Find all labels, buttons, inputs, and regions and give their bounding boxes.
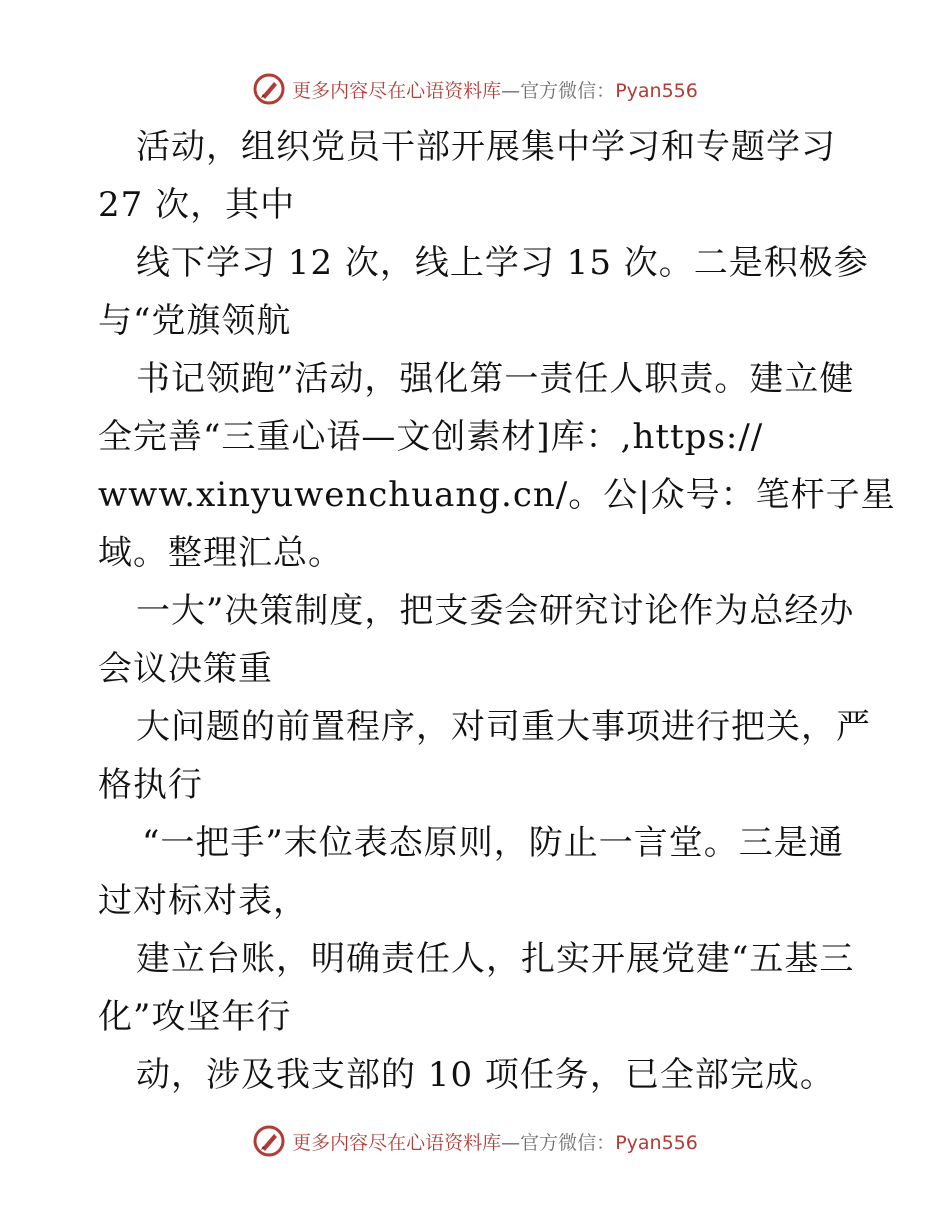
body-line: 化”攻坚年行: [98, 997, 292, 1037]
watermark-official: 官方微信：: [520, 1131, 616, 1154]
watermark-text: 更多内容尽在心语资料库: [292, 79, 502, 102]
body-line: 书记领跑”活动，强化第一责任人职责。建立健: [136, 359, 855, 399]
header-watermark: [0, 72, 950, 106]
watermark-dash: —: [501, 79, 521, 102]
watermark-text: 更多内容尽在心语资料库: [292, 1131, 502, 1154]
body-line: 会议决策重: [98, 649, 273, 689]
body-line: 域。整理汇总。: [98, 533, 343, 573]
watermark-dash: —: [501, 1131, 521, 1154]
body-line: 活动，组织党员干部开展集中学习和专题学习: [136, 127, 836, 167]
body-line: “一把手”末位表态原则，防止一言堂。三是通: [142, 823, 844, 863]
body-line: www.xinyuwenchuang.cn/。公|众号：笔杆子星: [98, 475, 896, 515]
body-line: 过对标对表，: [98, 881, 308, 921]
body-line: 线下学习 12 次，线上学习 15 次。二是积极参: [136, 243, 869, 283]
body-line: 一大”决策制度，把支委会研究讨论作为总经办: [136, 591, 855, 631]
body-line: 27 次，其中: [98, 185, 296, 225]
pen-logo-icon: [252, 72, 286, 106]
pen-logo-icon: [252, 1124, 286, 1158]
watermark-id: Pyan556: [615, 1131, 698, 1154]
document-body: [98, 118, 896, 1104]
body-line: 建立台账，明确责任人，扎实开展党建“五基三: [136, 939, 855, 979]
watermark-official: 官方微信：: [520, 79, 616, 102]
body-line: 全完善“三重心语—文创素材]库：,https://: [98, 417, 764, 457]
body-line: 与“党旗领航: [98, 301, 292, 341]
watermark-id: Pyan556: [615, 79, 698, 102]
body-line: 动，涉及我支部的 10 项任务，已全部完成。: [136, 1055, 835, 1095]
body-line: 大问题的前置程序，对司重大事项进行把关，严: [136, 707, 871, 747]
body-line: 格执行: [98, 765, 203, 805]
footer-watermark: [0, 1124, 950, 1158]
